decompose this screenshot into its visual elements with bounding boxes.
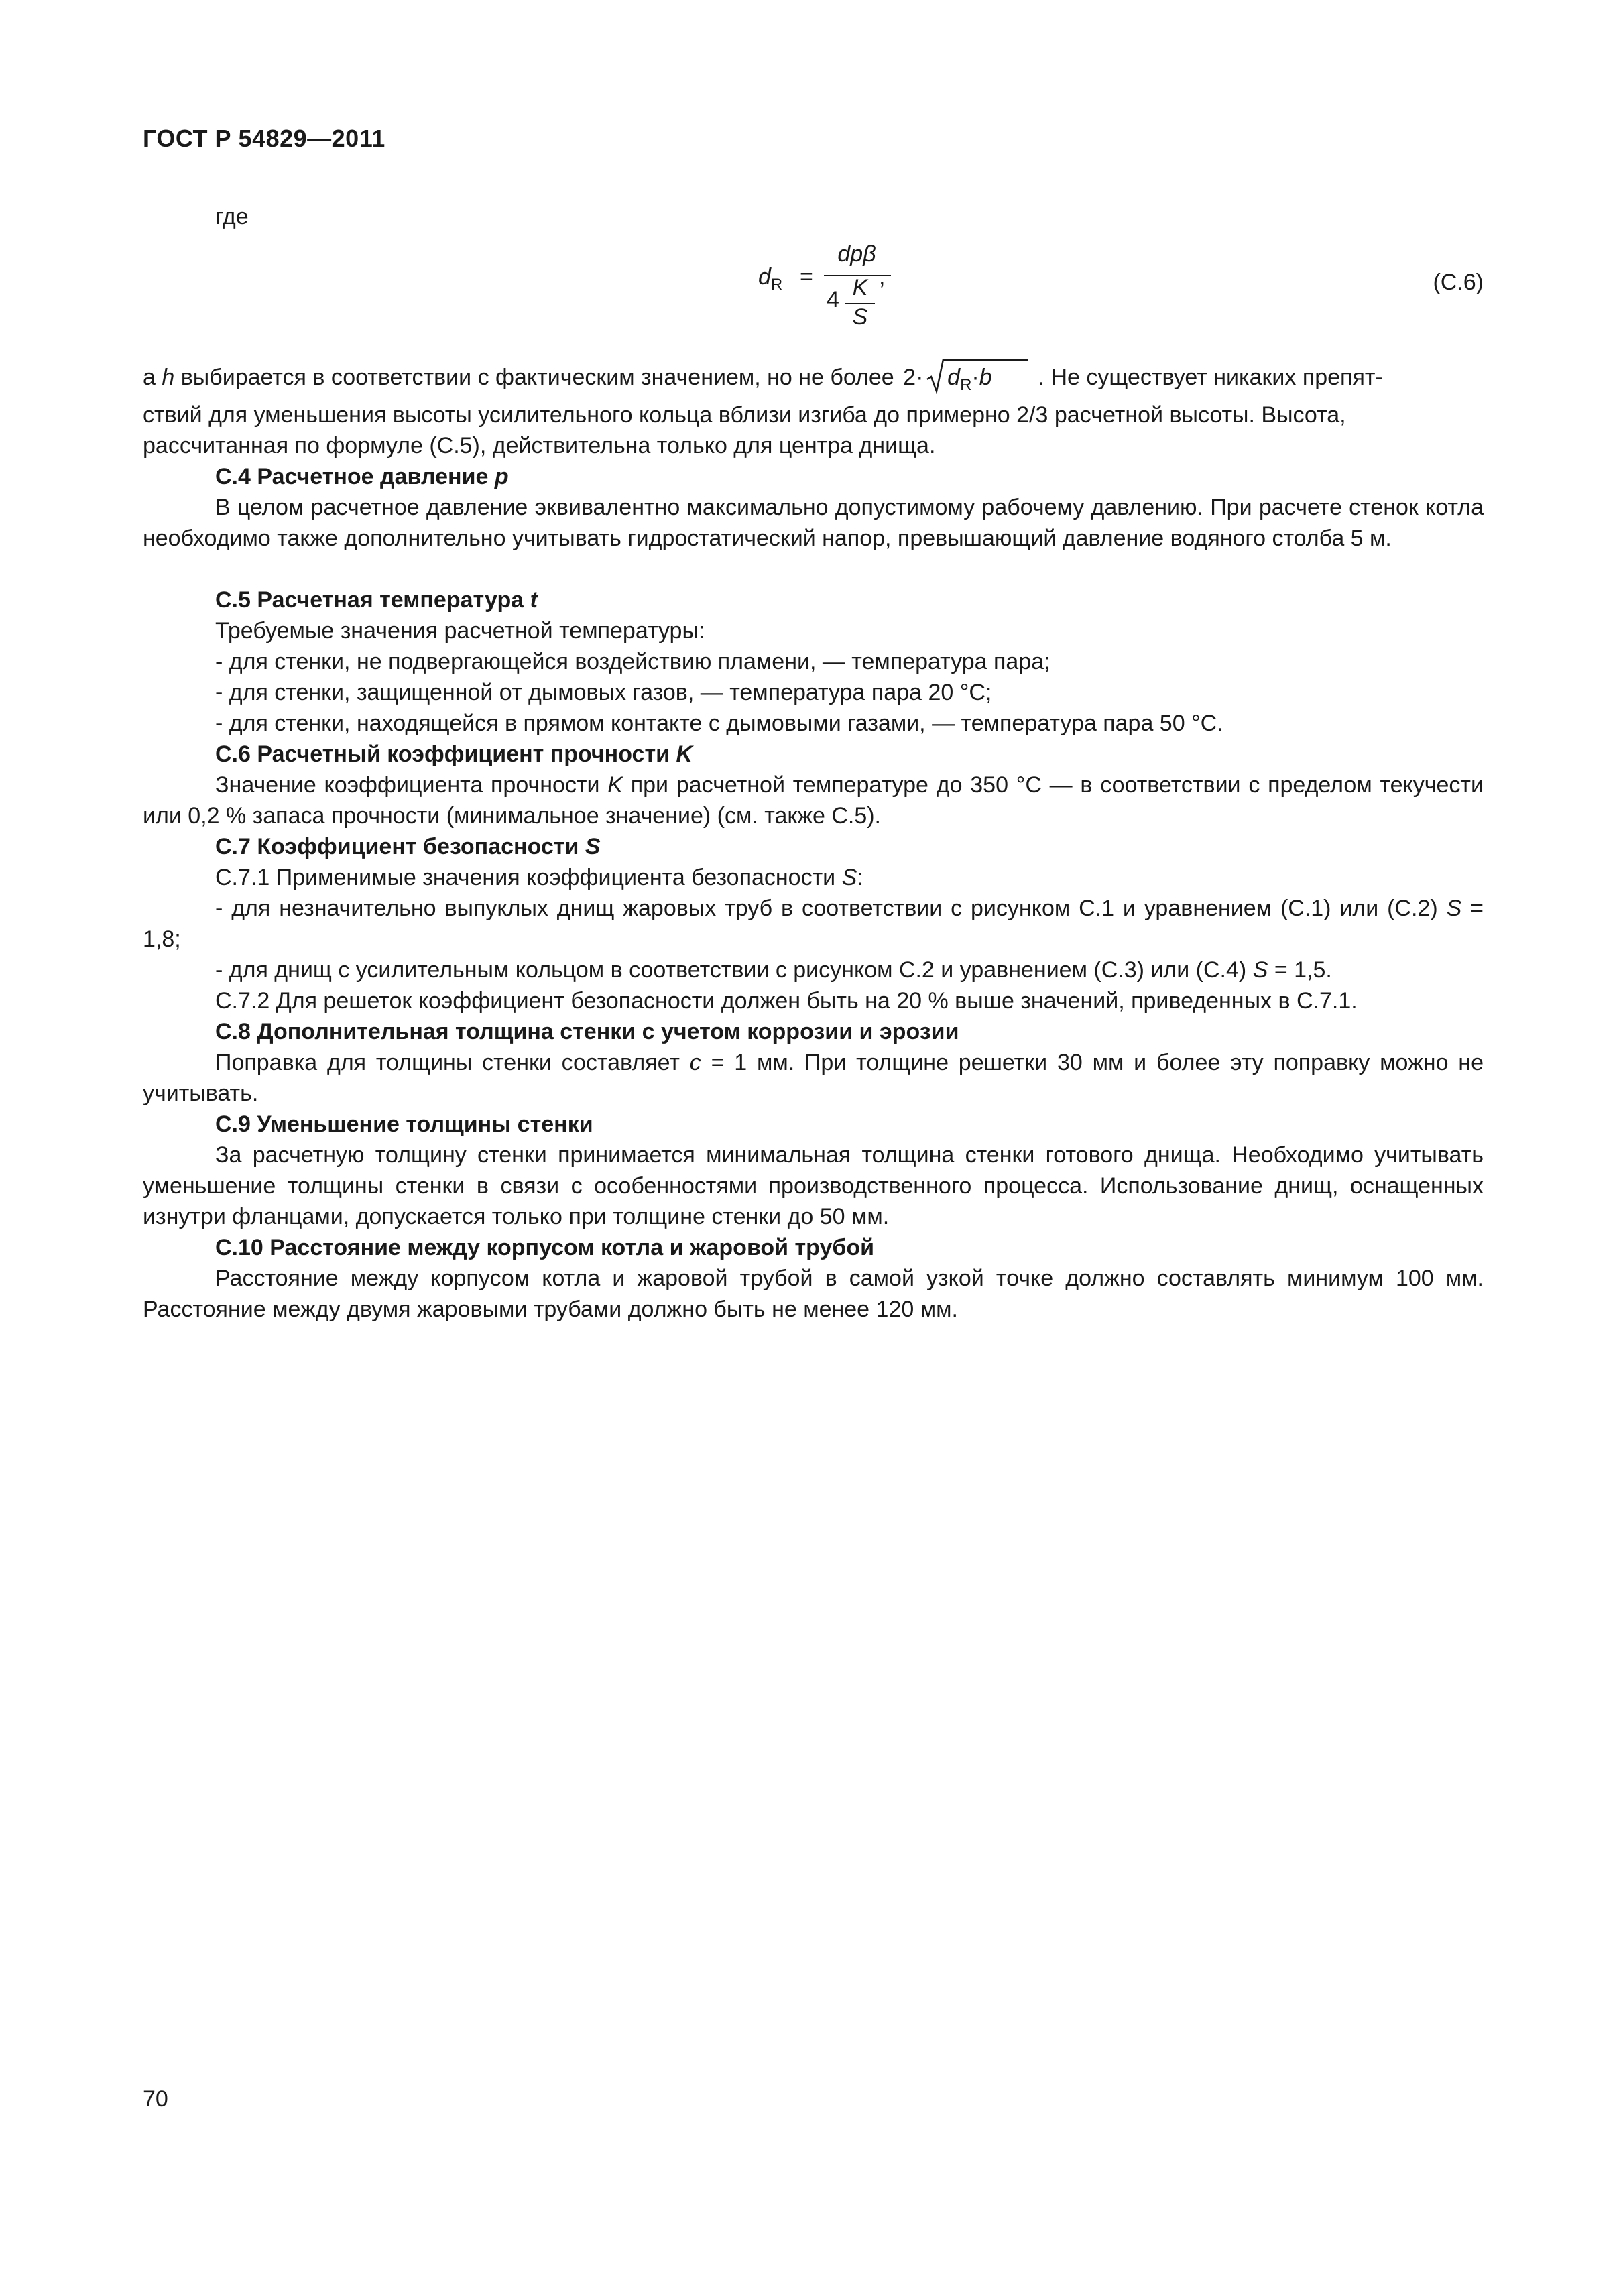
c4-title-var: p [494,464,509,489]
c6-text-b: при расчетной температуре до 350 °С — в соответствии с пределом текучести или 0,2 % запаса прочности (минимальное значение) (см. также С.5). [143,772,1484,829]
c7-p1-b: : [857,865,863,890]
section-c4-text: В целом расчетное давление эквивалентно максимально допустимому рабочему давлению. При расчете стенок котла необходимо также дополнительно учитывать гидростатический напор, превышающий давление водяного столба 5 м. [143,495,1484,551]
formula-c6 [143,241,1484,335]
section-c7-title [143,831,1484,862]
sqrt-coef: 2· [903,365,924,390]
c7-p2-b: = 1,8; [143,896,1484,952]
c6-title-var: K [676,741,693,767]
formula-numerator: dpβ [837,241,876,267]
c5-list-item: - для стенки, находящейся в прямом контакте с дымовыми газами, — температура пара 50 °С. [215,711,1223,736]
formula-equals: = [800,264,813,290]
c7-p2-var: S [1446,896,1462,921]
c5-title-text: С.5 Расчетная температура [215,587,530,613]
sqrt-var-d: d [947,365,961,390]
para1-a: а [143,365,162,390]
sqrt-expression [900,362,1032,393]
c5-list-item: - для стенки, защищенной от дымовых газов, — температура пара 20 °С; [215,680,992,705]
c7-2-text: С.7.2 Для решеток коэффициент безопасности должен быть на 20 % выше значений, приведенных в С.7.1. [215,988,1358,1014]
c5-title-var: t [530,587,538,613]
sqrt-dot: · [971,365,979,390]
sqrt-radicand [947,362,992,401]
c8-text-a: Поправка для толщины стенки составляет [215,1050,690,1075]
c7-list-item-convex [143,893,1484,955]
sqrt-var-b: b [979,365,992,390]
para-height-selection-line2: ствий для уменьшения высоты усилительного кольца вблизи изгиба до примерно 2/3 расчетной высоты. Высота, [143,402,1346,428]
c7-p3-a: - для днищ с усилительным кольцом в соответствии с рисунком С.2 и уравнением (С.3) или (С.4) [215,957,1253,983]
section-c4-title [143,461,1484,492]
c7-p1-a: С.7.1 Применимые значения коэффициента безопасности [215,865,842,890]
sqrt-sub-r: R [960,376,972,394]
section-c10-title: С.10 Расстояние между корпусом котла и жаровой трубой [215,1235,875,1260]
formula-inner-numerator: K [852,275,868,300]
formula-denominator-coef: 4 [827,287,839,312]
c6-text-a: Значение коэффициента прочности [215,772,608,798]
c4-title-text: С.4 Расчетное давление [215,464,495,489]
formula-number: (С.6) [1433,269,1484,295]
sqrt-vinculum [943,359,1028,361]
section-c8-text [143,1047,1484,1109]
page-number: 70 [143,2086,168,2112]
section-c10-text: Расстояние между корпусом котла и жаровой трубой в самой узкой точке должно составлять минимум 100 мм. Расстояние между двумя жаровыми трубами должно быть не менее 120 мм. [143,1266,1484,1322]
c7-p2-a: - для незначительно выпуклых днищ жаровых труб в соответствии с рисунком С.1 и уравнением (С.1) или (С.2) [215,896,1447,921]
section-c5-title [143,585,1484,615]
para-height-selection-line3: рассчитанная по формуле (С.5), действительна только для центра днища. [143,433,936,459]
c6-title-text: С.6 Расчетный коэффициент прочности [215,741,676,767]
c7-1-text [143,862,1484,893]
sqrt-radical-icon [926,358,945,394]
section-c6-title [143,739,1484,770]
where-label: где [215,204,249,229]
formula-lhs-sub: R [770,276,783,294]
section-c8-title: С.8 Дополнительная толщина стенки с учетом коррозии и эрозии [215,1019,959,1044]
c7-title-text: С.7 Коэффициент безопасности [215,834,585,859]
formula-lhs [758,264,782,294]
para1-tail: . Не существует никаких препят- [1038,365,1383,390]
section-c9-text: За расчетную толщину стенки принимается минимальная толщина стенки готового днища. Необходимо учитывать уменьшение толщины стенки в связи с особенностями производственного процесса. Использование днищ, оснащенных изнутри фланцами, допускается только при толщине стенки до 50 мм. [143,1142,1484,1229]
c7-p3-b: = 1,5. [1268,957,1332,983]
section-c6-text [143,770,1484,831]
c6-text-var: K [607,772,623,798]
c7-list-item-ring [143,955,1484,985]
para-height-selection-line1 [143,362,1484,393]
c7-p1-var: S [841,865,857,890]
c7-p3-var: S [1252,957,1268,983]
formula-trail-comma: , [879,264,886,290]
formula-lhs-var: d [758,264,771,290]
c8-text-b: = 1 мм. При толщине решетки 30 мм и более эту поправку можно не учитывать. [143,1050,1484,1106]
para1-var-h: h [162,365,175,390]
c5-list-item: - для стенки, не подвергающейся воздействию пламени, — температура пара; [215,649,1050,674]
para1-text: выбирается в соответствии с фактическим значением, но не более [174,365,901,390]
document-code-header: ГОСТ Р 54829—2011 [143,125,385,152]
formula-inner-denominator: S [852,304,868,330]
c7-title-var: S [585,834,601,859]
section-c5-intro: Требуемые значения расчетной температуры: [215,618,705,644]
c8-text-var: с [689,1050,701,1075]
section-c9-title: С.9 Уменьшение толщины стенки [215,1111,593,1137]
